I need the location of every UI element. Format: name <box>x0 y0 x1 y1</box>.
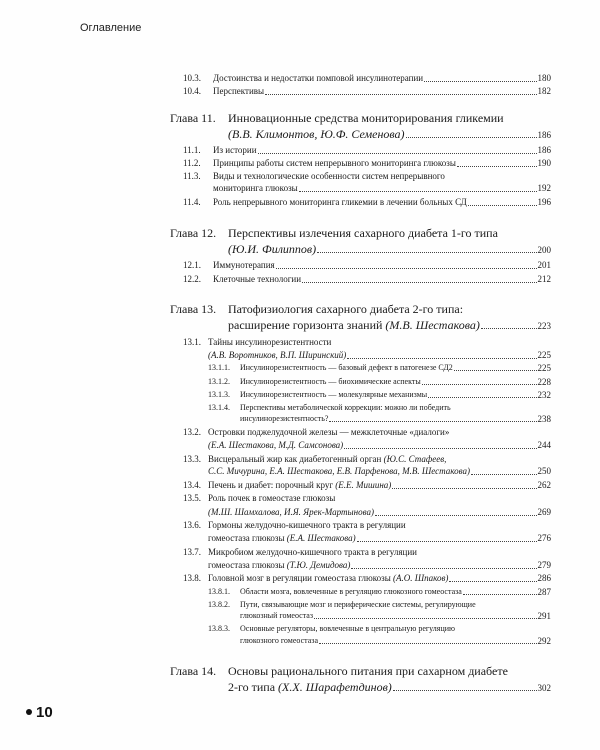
page-ref: 250 <box>537 466 551 476</box>
chapter-title[interactable]: Патофизиология сахарного диабета 2-го типа: <box>228 302 464 316</box>
section-title: Из истории <box>213 145 257 155</box>
section-number: 10.4. <box>183 86 201 96</box>
subsection-number: 13.1.1. <box>208 363 230 372</box>
page-ref: 292 <box>537 636 551 646</box>
section-number: 13.3. <box>183 454 201 464</box>
subsection-number: 13.8.1. <box>208 587 230 596</box>
section-title[interactable]: Виды и технологические особенности систем непрерывного <box>213 171 445 181</box>
page-ref: 212 <box>537 274 551 284</box>
page-ref: 287 <box>537 587 551 597</box>
section-number: 11.4. <box>183 197 201 207</box>
section-title-cont: гомеостаза глюкозы <box>208 533 285 543</box>
toc-entry[interactable] <box>208 480 551 491</box>
page-ref: 186 <box>537 145 551 155</box>
section-title: Перспективы <box>213 86 265 96</box>
section-number: 12.1. <box>183 260 201 270</box>
page-ref: 200 <box>537 245 551 255</box>
page-ref: 232 <box>537 390 551 400</box>
toc-entry[interactable] <box>213 183 551 194</box>
chapter-label: Глава 14. <box>170 664 217 678</box>
toc-entry[interactable] <box>213 274 551 285</box>
subsection-title: Области мозга, вовлеченные в регуляцию глюкозного гомеостаза <box>240 587 462 596</box>
page-ref: 291 <box>537 611 551 621</box>
section-title: Достоинства и недостатки помповой инсулинотерапии <box>213 73 424 83</box>
toc-entry[interactable] <box>208 533 551 544</box>
page-ref: 238 <box>537 414 551 424</box>
page-ref: 262 <box>537 480 551 490</box>
section-number: 13.2. <box>183 427 201 437</box>
bullet-icon <box>26 709 32 715</box>
section-title-cont: мониторинга глюкозы <box>213 183 298 193</box>
page-ref: 269 <box>537 507 551 517</box>
section-authors: (Ю.С. Стафеев, <box>383 454 447 464</box>
toc-entry[interactable] <box>228 680 551 694</box>
section-authors: (Е.А. Шестакова) <box>286 533 356 543</box>
section-number: 13.8. <box>183 573 201 583</box>
section-authors: (А.В. Воротников, В.П. Ширинский) <box>208 350 347 360</box>
chapter-title-cont: 2-го типа <box>228 680 276 694</box>
section-number: 13.6. <box>183 520 201 530</box>
toc-entry[interactable] <box>208 573 551 584</box>
section-title: Иммунотерапия <box>213 260 275 270</box>
section-title-cont: гомеостаза глюкозы <box>208 560 285 570</box>
page-ref: 225 <box>537 350 551 360</box>
page-ref: 223 <box>537 321 551 331</box>
section-title: Головной мозг в регуляции гомеостаза глюкозы <box>208 573 391 583</box>
subsection-title: Инсулинорезистентность — молекулярные механизмы <box>240 390 428 399</box>
page-ref: 302 <box>537 683 551 693</box>
page-ref: 182 <box>537 86 551 96</box>
page-ref: 244 <box>537 440 551 450</box>
chapter-label: Глава 11. <box>170 111 216 125</box>
chapter-authors: (Х.Х. Шарафетдинов) <box>278 680 392 694</box>
page-ref: 180 <box>537 73 551 83</box>
chapter-title[interactable]: Основы рационального питания при сахарном диабете <box>228 664 508 678</box>
section-title[interactable]: Микробиом желудочно-кишечного тракта в регуляции <box>208 547 417 557</box>
toc-entry[interactable] <box>213 145 551 156</box>
toc-entry[interactable] <box>240 414 551 424</box>
section-title[interactable]: Гормоны желудочно-кишечного тракта в регуляции <box>208 520 406 530</box>
toc-entry[interactable] <box>208 466 551 477</box>
section-authors: (Е.А. Шестакова, М.Д. Самсонова) <box>208 440 344 450</box>
toc-entry[interactable] <box>228 242 551 256</box>
subsection-title[interactable]: Пути, связывающие мозг и периферические системы, регулирующие <box>240 600 476 609</box>
toc-entry[interactable] <box>240 611 551 621</box>
chapter-authors: (Ю.И. Филиппов) <box>228 242 317 256</box>
chapter-title-cont: расширение горизонта знаний <box>228 318 383 332</box>
subsection-title[interactable]: Перспективы метаболической коррекции: можно ли победить <box>240 403 451 412</box>
section-number: 13.7. <box>183 547 201 557</box>
section-title: Клеточные технологии <box>213 274 302 284</box>
section-number: 11.3. <box>183 171 201 181</box>
section-authors: (Т.Ю. Демидова) <box>286 560 351 570</box>
section-authors: (М.Ш. Шамхалова, И.Я. Ярек-Мартынова) <box>208 507 374 517</box>
chapter-title[interactable]: Перспективы излечения сахарного диабета 1-го типа <box>228 226 498 240</box>
section-number: 13.5. <box>183 493 201 503</box>
toc-entry[interactable] <box>213 197 551 208</box>
section-number: 10.3. <box>183 73 201 83</box>
section-authors-cont: С.С. Мичурина, Е.А. Шестакова, Е.В. Парфенова, М.В. Шестакова) <box>208 466 470 476</box>
subsection-number: 13.8.3. <box>208 624 230 633</box>
chapter-authors: (М.В. Шестакова) <box>385 318 480 332</box>
section-number: 11.2. <box>183 158 201 168</box>
section-authors: (Е.Е. Мишина) <box>335 480 392 490</box>
section-title[interactable]: Островки поджелудочной железы — межклеточные «диалоги» <box>208 427 450 437</box>
subsection-title: Инсулинорезистентность — биохимические аспекты <box>240 377 421 386</box>
section-title[interactable]: Роль почек в гомеостазе глюкозы <box>208 493 336 503</box>
subsection-title: Инсулинорезистентность — базовый дефект в патогенезе СД2 <box>240 363 453 372</box>
toc-entry[interactable] <box>208 560 551 571</box>
section-number: 13.4. <box>183 480 201 490</box>
toc-entry[interactable] <box>228 318 551 332</box>
toc-entry[interactable] <box>240 636 551 646</box>
toc-entry[interactable] <box>208 350 551 361</box>
toc-entry[interactable] <box>240 587 551 597</box>
subsection-title[interactable]: Основные регуляторы, вовлеченные в центральную регуляцию <box>240 624 456 633</box>
subsection-title-cont: глюкозного гомеостаза <box>240 636 318 645</box>
section-authors: (А.О. Шпаков) <box>393 573 449 583</box>
page-ref: 190 <box>537 158 551 168</box>
section-title: Принципы работы систем непрерывного мониторинга глюкозы <box>213 158 456 168</box>
toc-entry[interactable] <box>213 158 551 169</box>
toc-entry[interactable] <box>240 377 551 387</box>
section-number: 13.1. <box>183 337 201 347</box>
subsection-title-cont: глюкозный гомеостаз <box>240 611 314 620</box>
section-title-text: Висцеральный жир как диабетогенный орган <box>208 454 382 464</box>
page-ref: 228 <box>537 377 551 387</box>
subsection-number: 13.1.2. <box>208 377 230 386</box>
subsection-number: 13.1.4. <box>208 403 230 412</box>
page-ref: 286 <box>537 573 551 583</box>
toc-entry[interactable] <box>208 507 551 518</box>
page-ref: 279 <box>537 560 551 570</box>
toc-entry[interactable] <box>240 363 551 373</box>
section-title[interactable] <box>208 454 446 465</box>
page-ref: 196 <box>537 197 551 207</box>
toc-entry[interactable] <box>213 73 551 84</box>
page-ref: 201 <box>537 260 551 270</box>
toc-entry[interactable] <box>208 440 551 451</box>
subsection-title-cont: инсулинорезистентность? <box>240 414 329 423</box>
page-ref: 276 <box>537 533 551 543</box>
toc-entry[interactable] <box>228 127 551 141</box>
section-title: Роль непрерывного мониторинга гликемии в лечении больных СД <box>213 197 467 207</box>
toc-entry[interactable] <box>240 390 551 400</box>
page-ref: 186 <box>537 130 551 140</box>
toc-entry[interactable] <box>213 260 551 271</box>
page-number <box>26 704 53 721</box>
toc-entry[interactable] <box>213 86 551 97</box>
section-number: 12.2. <box>183 274 201 284</box>
section-title: Печень и диабет: порочный круг <box>208 480 334 490</box>
chapter-title[interactable]: Инновационные средства мониторирования гликемии <box>228 111 504 125</box>
section-number: 11.1. <box>183 145 201 155</box>
chapter-label: Глава 13. <box>170 302 217 316</box>
chapter-label: Глава 12. <box>170 226 217 240</box>
subsection-number: 13.1.3. <box>208 390 230 399</box>
subsection-number: 13.8.2. <box>208 600 230 609</box>
section-title[interactable]: Тайны инсулинорезистентности <box>208 337 332 347</box>
page-number-text: 10 <box>36 704 53 721</box>
page-ref: 192 <box>537 183 551 193</box>
running-header: Оглавление <box>80 22 142 34</box>
page-ref: 225 <box>537 363 551 373</box>
chapter-authors: (В.В. Климонтов, Ю.Ф. Семенова) <box>228 127 405 141</box>
